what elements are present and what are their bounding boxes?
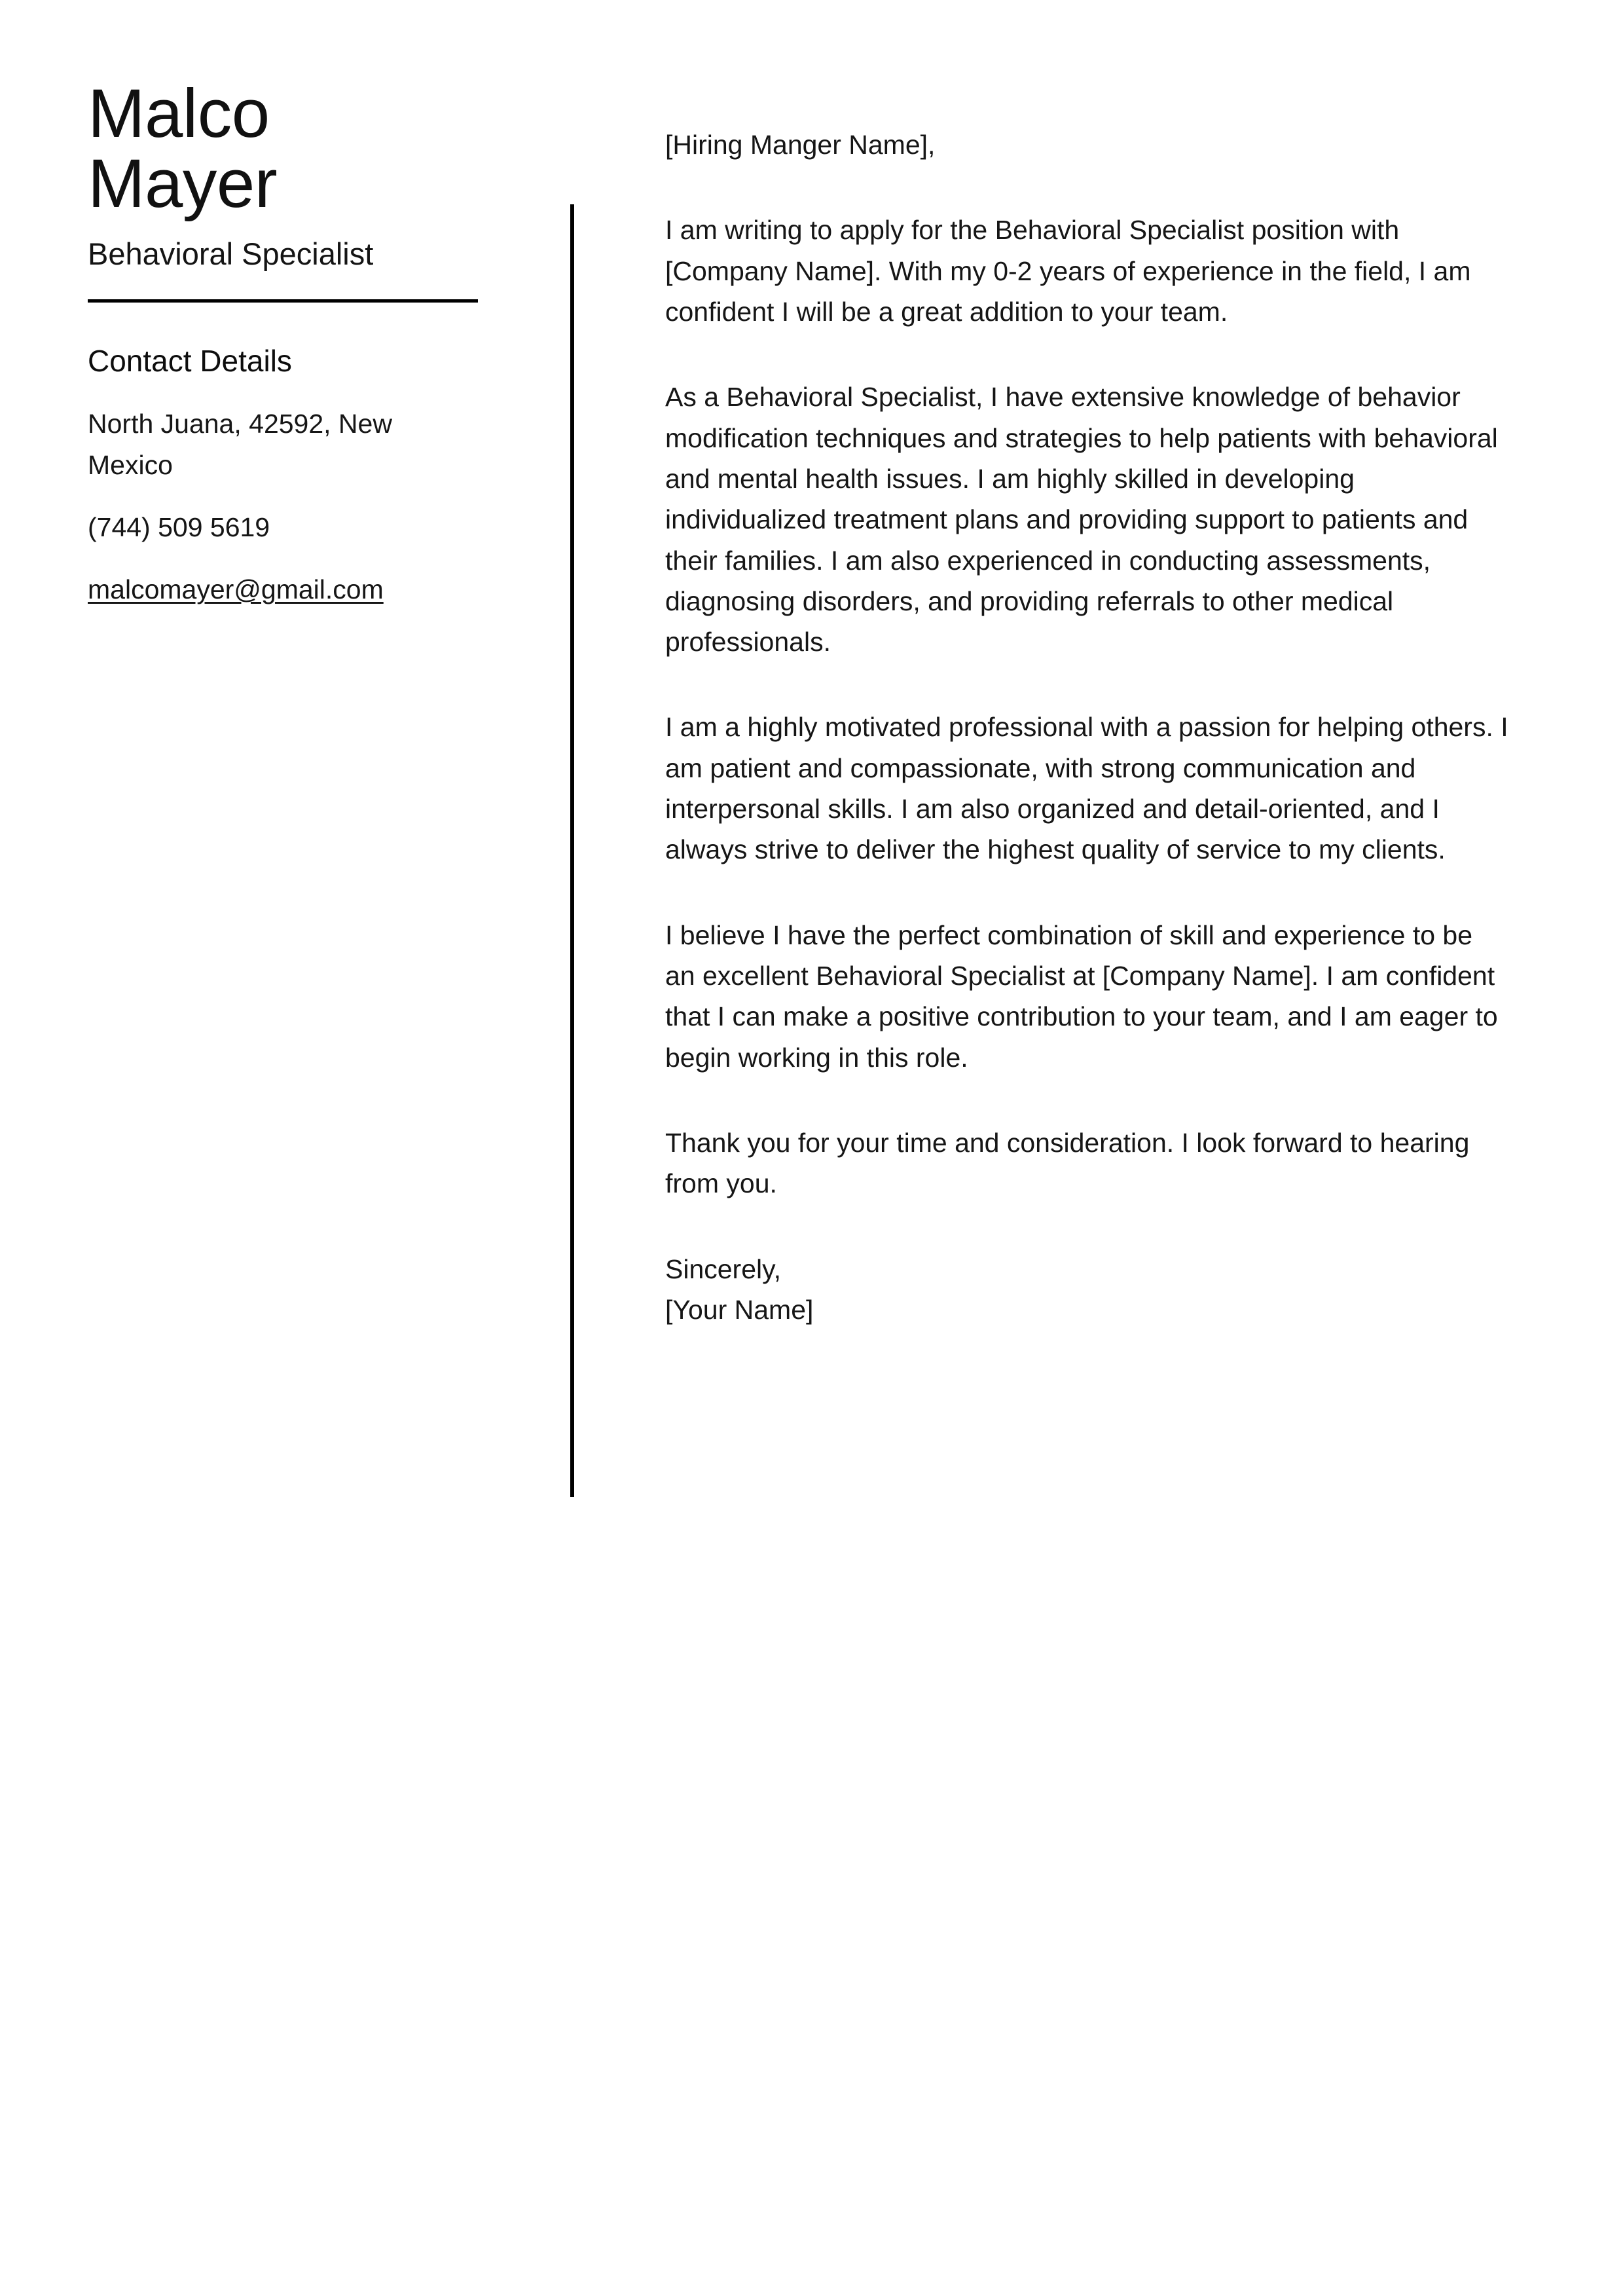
sidebar-divider-rule xyxy=(88,299,478,303)
contact-email-row xyxy=(88,569,481,610)
letter-signature-block xyxy=(665,1249,1510,1331)
contact-email-link[interactable]: malcomayer@gmail.com xyxy=(88,574,384,605)
letter-paragraph-2: As a Behavioral Specialist, I have extensive knowledge of behavior modification techniques and strategies to help patients with behavioral and mental health issues. I am highly skilled in developing individualized treatment plans and providing support to patients and their families. I am also experienced in conducting assessments, diagnosing disorders, and providing referrals to other medical professionals. xyxy=(665,382,1498,657)
applicant-job-title: Behavioral Specialist xyxy=(88,236,374,272)
contact-phone: (744) 509 5619 xyxy=(88,511,270,542)
contact-address: North Juana, 42592, New Mexico xyxy=(88,409,392,480)
letter-closing: Sincerely, xyxy=(665,1253,781,1284)
letter-salutation: [Hiring Manger Name], xyxy=(665,130,936,160)
applicant-last-name: Mayer xyxy=(88,145,278,223)
applicant-name xyxy=(88,75,507,223)
letter-body xyxy=(665,124,1510,1330)
letter-signature-name: [Your Name] xyxy=(665,1294,814,1325)
letter-paragraph-5: Thank you for your time and consideration. I look forward to hearing from you. xyxy=(665,1127,1470,1199)
sidebar xyxy=(88,75,507,610)
letter-paragraph-1: I am writing to apply for the Behavioral Specialist position with [Company Name]. With my 0-2 years of experience in the field, I am confident I will be a great addition to your team. xyxy=(665,215,1471,327)
contact-details-list xyxy=(88,403,507,610)
vertical-divider-rule xyxy=(570,204,574,1497)
contact-details-heading: Contact Details xyxy=(88,344,292,379)
letter-paragraph-3: I am a highly motivated professional with a passion for helping others. I am patient and compassionate, with strong communication and interpersonal skills. I am also organized and detail-oriented, and I always strive to deliver the highest quality of service to my clients. xyxy=(665,712,1508,865)
applicant-first-name: Malco xyxy=(88,75,270,152)
letter-paragraph-4: I believe I have the perfect combination of skill and experience to be an excellent Behavioral Specialist at [Company Name]. I am confident that I can make a positive contribution to your team, and I am eager to begin working in this role. xyxy=(665,919,1498,1073)
